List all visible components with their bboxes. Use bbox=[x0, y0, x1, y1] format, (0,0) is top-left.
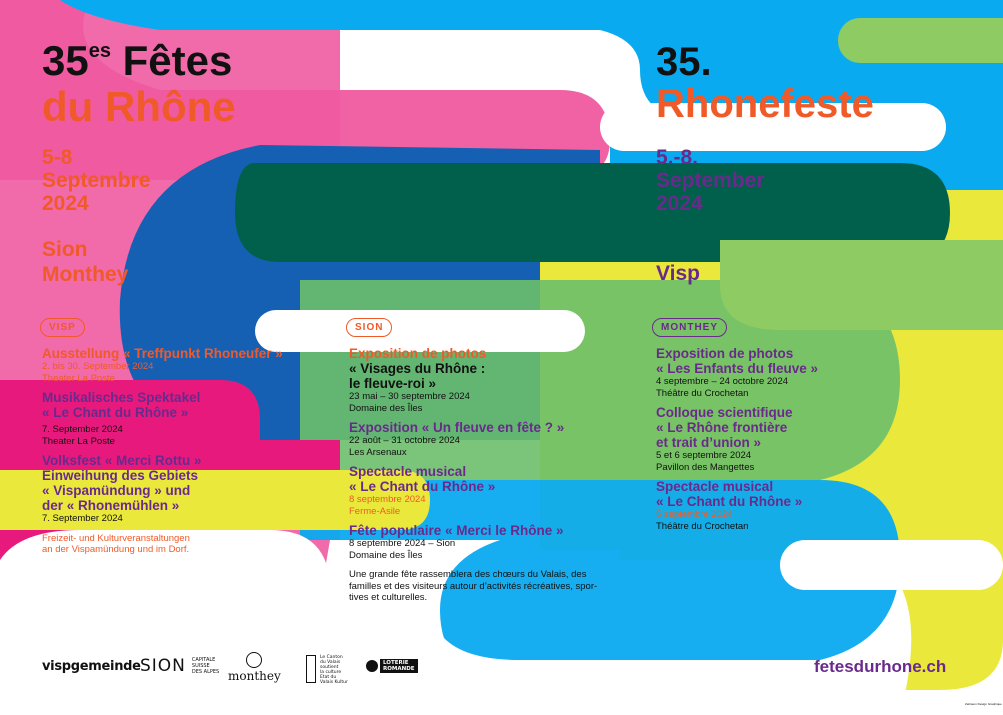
visp-event-title: der « Rhonemühlen » bbox=[42, 498, 180, 513]
sion-event-date: 23 mai – 30 septembre 2024 bbox=[349, 391, 470, 402]
tag-visp: VISP bbox=[40, 318, 85, 337]
sion-event-date: 22 août – 31 octobre 2024 bbox=[349, 435, 460, 446]
right-dates bbox=[656, 146, 765, 215]
left-title-number: 35 bbox=[42, 37, 89, 84]
etat-text bbox=[320, 655, 348, 685]
etat-line: Le Canton bbox=[320, 655, 343, 660]
sion-event-title: « Le Chant du Rhône » bbox=[349, 479, 496, 494]
monthey-event-title: Colloque scientifique bbox=[656, 405, 793, 420]
visp-event-title: Einweihung des Gebiets bbox=[42, 468, 199, 483]
logo-sion-sub-line: CAPITALE bbox=[191, 657, 216, 663]
monthey-event bbox=[656, 346, 956, 399]
monthey-emblem-icon bbox=[246, 652, 262, 668]
logo-sion-word: SION bbox=[140, 656, 186, 676]
monthey-event-title: « Le Chant du Rhône » bbox=[656, 494, 803, 509]
monthey-event-venue: Théâtre du Crochetan bbox=[656, 387, 749, 399]
sion-note-line: tives et culturelles. bbox=[349, 592, 428, 603]
left-place-sion: Sion bbox=[42, 238, 88, 261]
sion-event-title: Fête populaire « Merci le Rhône » bbox=[349, 523, 564, 538]
visp-events bbox=[42, 346, 332, 556]
sion-events bbox=[349, 346, 639, 604]
visp-event-venue: Theater La Poste bbox=[42, 372, 115, 384]
loterie-text bbox=[380, 659, 418, 673]
visp-event bbox=[42, 346, 332, 384]
monthey-event-title: « Les Enfants du fleuve » bbox=[656, 361, 819, 376]
monthey-event-title: et trait d’union » bbox=[656, 435, 762, 450]
visp-event-title: Ausstellung « Treffpunkt Rhoneufer » bbox=[42, 346, 283, 361]
etat-line: Valais Kultur bbox=[320, 680, 348, 685]
etat-line: Etat du bbox=[320, 675, 337, 680]
loterie-line: LOTERIE bbox=[383, 660, 409, 666]
website-link[interactable]: fetesdurhone.ch bbox=[814, 657, 947, 676]
left-date-range: 5-8 bbox=[42, 146, 73, 169]
right-title-line2: Rhonefeste bbox=[656, 82, 874, 126]
loterie-line: ROMANDE bbox=[383, 666, 415, 672]
visp-event-date: 2. bis 30. September 2024 bbox=[42, 361, 154, 372]
sion-event bbox=[349, 464, 639, 517]
monthey-event-title: Exposition de photos bbox=[656, 346, 794, 361]
sion-note bbox=[349, 569, 639, 604]
sion-event-venue: Domaine des Îles bbox=[349, 549, 423, 561]
sion-event-venue: Domaine des Îles bbox=[349, 402, 423, 414]
logo-loterie-romande bbox=[366, 659, 418, 673]
left-title-word: Fêtes bbox=[122, 37, 233, 84]
visp-note bbox=[42, 533, 332, 556]
visp-event bbox=[42, 390, 332, 447]
left-title bbox=[42, 37, 233, 84]
right-title-line1: 35. bbox=[656, 40, 712, 84]
sion-event-title: Exposition « Un fleuve en fête ? » bbox=[349, 420, 565, 435]
visp-event-title: « Le Chant du Rhône » bbox=[42, 405, 189, 420]
left-place-monthey: Monthey bbox=[42, 263, 129, 286]
logo-visp: vispgemeinde bbox=[42, 659, 141, 674]
valais-emblem-icon bbox=[306, 655, 316, 683]
tag-sion: SION bbox=[346, 318, 392, 337]
sion-event-title: « Visages du Rhône : bbox=[349, 361, 486, 376]
etat-line: la culture bbox=[320, 670, 342, 675]
visp-event-venue: Theater La Poste bbox=[42, 435, 115, 447]
monthey-event-title: « Le Rhône frontière bbox=[656, 420, 788, 435]
visp-event-title: Musikalisches Spektakel bbox=[42, 390, 201, 405]
visp-note-line: an der Vispamündung und im Dorf. bbox=[42, 544, 190, 555]
sion-event bbox=[349, 346, 639, 414]
sion-event-date: 8 septembre 2024 bbox=[349, 494, 426, 505]
monthey-event-venue: Théâtre du Crochetan bbox=[656, 520, 749, 532]
left-dates bbox=[42, 146, 151, 215]
visp-event-date: 7. September 2024 bbox=[42, 513, 123, 524]
visp-event-date: 7. September 2024 bbox=[42, 424, 123, 435]
loterie-emblem-icon bbox=[366, 660, 378, 672]
logo-etat-valais bbox=[306, 655, 348, 685]
logo-monthey-word: monthey bbox=[228, 669, 281, 683]
monthey-event-date: 4 septembre – 24 octobre 2024 bbox=[656, 376, 789, 387]
etat-line: du Valais bbox=[320, 660, 341, 665]
sion-note-line: Une grande fête rassemblera des chœurs du Valais, des bbox=[349, 569, 587, 580]
sion-event bbox=[349, 523, 639, 561]
monthey-event-title: Spectacle musical bbox=[656, 479, 774, 494]
logo-sion bbox=[140, 656, 219, 676]
monthey-event bbox=[656, 479, 956, 532]
logo-sion-sub bbox=[192, 657, 219, 675]
sion-note-line: familles et des visiteurs autour d’activités récréatives, spor- bbox=[349, 580, 598, 592]
left-title-line2: du Rhône bbox=[42, 83, 236, 130]
logo-monthey bbox=[228, 652, 281, 683]
left-title-sup: es bbox=[88, 40, 111, 62]
left-date-month: Septembre bbox=[42, 169, 151, 192]
logo-sion-sub-line: DES ALPES bbox=[191, 669, 220, 675]
right-place: Visp bbox=[656, 262, 700, 285]
monthey-events bbox=[656, 346, 956, 538]
sion-event-title: Exposition de photos bbox=[349, 346, 487, 361]
right-date-year: 2024 bbox=[656, 192, 703, 215]
visp-event-title: Volksfest « Merci Rottu » bbox=[42, 453, 202, 468]
sion-event-date: 8 septembre 2024 – Sion bbox=[349, 538, 456, 549]
right-date-month: September bbox=[656, 169, 765, 192]
monthey-event-date: 5 septembre 2024 bbox=[656, 509, 733, 520]
footer-credit: Zeitraum Design Graphique bbox=[965, 702, 1002, 706]
sion-event-venue: Ferme-Asile bbox=[349, 505, 401, 517]
sion-event-title: Spectacle musical bbox=[349, 464, 467, 479]
left-places bbox=[42, 237, 128, 287]
visp-note-line: Freizeit- und Kulturveranstaltungen bbox=[42, 532, 190, 544]
logo-sion-sub-line: SUISSE bbox=[191, 663, 210, 669]
visp-event bbox=[42, 453, 332, 525]
left-date-year: 2024 bbox=[42, 192, 89, 215]
sion-event bbox=[349, 420, 639, 458]
monthey-event bbox=[656, 405, 956, 473]
etat-line: soutient bbox=[320, 665, 339, 670]
sion-event-title: le fleuve-roi » bbox=[349, 376, 437, 391]
sion-event-venue: Les Arsenaux bbox=[349, 446, 407, 458]
visp-event-title: « Vispamündung » und bbox=[42, 483, 191, 498]
right-date-range: 5.-8. bbox=[656, 146, 699, 169]
monthey-event-date: 5 et 6 septembre 2024 bbox=[656, 450, 752, 461]
tag-monthey: MONTHEY bbox=[652, 318, 727, 337]
monthey-event-venue: Pavillon des Mangettes bbox=[656, 461, 755, 473]
